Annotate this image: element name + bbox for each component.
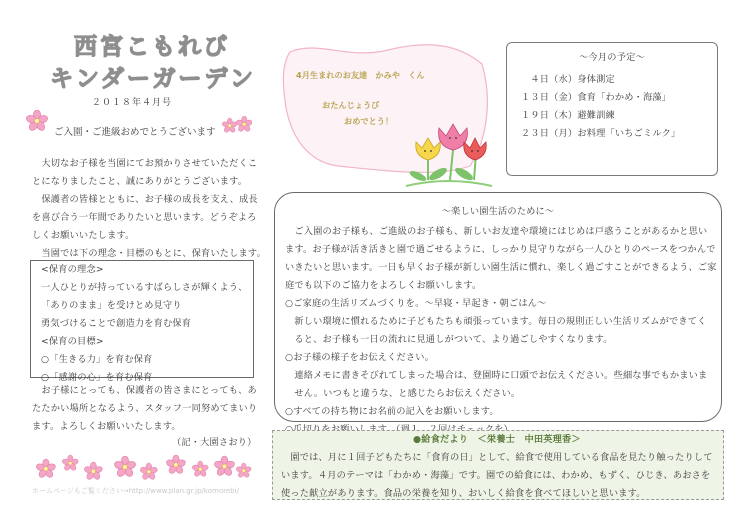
goals-item: ○「感謝の心」を育む保育 bbox=[41, 372, 153, 383]
philosophy-item: 勇気づけることで創造力を育む保育 bbox=[41, 318, 192, 329]
tips-line: ○お子様の様子をお伝えください。 bbox=[285, 352, 435, 363]
greeting-body bbox=[32, 155, 266, 263]
greeting-line: 保護者の皆様とともに、お子様の成長を支え、成長 bbox=[32, 194, 258, 205]
greeting-line: を喜び合う一年間でありたいと思います。どうぞよろ bbox=[32, 212, 257, 223]
schedule-box bbox=[506, 42, 718, 176]
tips-body bbox=[285, 223, 721, 439]
schedule-item: ２３日（月）お料理「いちごミルク」 bbox=[521, 128, 681, 139]
goals-item: ○「生きる力」を育む保育 bbox=[41, 354, 153, 365]
title-line-1: 西宮こもれび bbox=[74, 34, 230, 60]
birthday-line-2: おたんじょうび bbox=[322, 100, 380, 110]
schedule-heading: ～今月の予定～ bbox=[579, 52, 645, 63]
food-line: 園では、月に１回子どもたちに「食育の日」として、給食で使用している食品を見たり触ったりして bbox=[281, 452, 713, 463]
signature: （記・大園さおり） bbox=[172, 437, 257, 448]
food-body bbox=[281, 449, 723, 503]
schedule-item: １９日（木）避難訓練 bbox=[521, 110, 615, 121]
philosophy-box bbox=[30, 260, 254, 383]
sakura-row-icon bbox=[36, 453, 256, 483]
schedule-list bbox=[521, 71, 717, 143]
schedule-item: ４日（水）身体測定 bbox=[521, 74, 615, 85]
birthday-line-3: おめでとう！ bbox=[344, 116, 394, 126]
tips-heading: ～楽しい園生活のために～ bbox=[441, 206, 555, 217]
closing-line: ます。よろしくお願いいたします。 bbox=[32, 421, 181, 432]
tips-line: ると、お子様も一日の流れに見通しがついて、より過ごしやすくなります。 bbox=[285, 334, 613, 345]
tips-line: 連絡メモに書きそびれてしまった場合は、登園時に口頭でお伝えください。些細な事でもかまいま bbox=[285, 370, 708, 381]
schedule-item: １３日（金）食育「わかめ・海藻」 bbox=[521, 92, 672, 103]
homepage-note: ホームページもご覧ください→http://www.plan.gr.jp/komorebi/ bbox=[32, 487, 239, 495]
goals-heading: <保育の目標> bbox=[41, 336, 104, 347]
tips-line: 新しい環境に慣れるために子どもたちも頑張っています。毎日の規則正しい生活リズムができてく bbox=[285, 316, 707, 327]
tips-line: ご入園のお子様も、ご進級のお子様も、新しいお友達や環境にはじめは戸惑うことがあるかと思い bbox=[285, 226, 708, 237]
title-line-2: キンダーガーデン bbox=[50, 66, 256, 92]
food-heading: ●給食だより ＜栄養士 中田英理香＞ bbox=[413, 434, 581, 445]
philosophy-item: 一人ひとりが持っているすばらしさが輝くよう、 bbox=[41, 282, 248, 293]
greeting-line: しくお願いいたします。 bbox=[32, 230, 135, 241]
tips-line: いきたいと思います。一日も早くお子様が新しい園生活に慣れ、楽しく過ごすことができるよう、ご家 bbox=[285, 262, 717, 273]
tips-line: ○ご家庭の生活リズムづくりを。～早寝・早起き・朝ごはん～ bbox=[285, 298, 547, 309]
greeting-line: 大切なお子様を当園にてお預かりさせていただくこ bbox=[32, 158, 258, 169]
tulip-card-illustration bbox=[278, 38, 500, 188]
closing-line: お子様にとっても、保護者の皆さまにとっても、あ bbox=[32, 385, 257, 396]
closing-text bbox=[32, 382, 257, 436]
philosophy-section bbox=[41, 261, 248, 387]
greeting-line: とになりましたこと、誠にありがとうございます。 bbox=[32, 176, 248, 187]
birthday-line-1: 4月生まれのお友達 かみや くん bbox=[296, 70, 425, 80]
tips-line: ○すべての持ち物にお名前の記入をお願いします。 bbox=[285, 406, 499, 417]
issue-date: ２０１８年４月号 bbox=[92, 98, 173, 108]
tips-line: せん。いつもと違うな、と感じたらお伝えください。 bbox=[285, 388, 521, 399]
tips-line: 庭でも以下のご協力をよろしくお願いします。 bbox=[285, 280, 482, 291]
food-line: います。４月のテーマは「わかめ・海藻」です。園での給食には、わかめ、もずく、ひじき、あおさを bbox=[281, 470, 711, 481]
greeting-heading: ご入園・ご進級おめでとうございます bbox=[54, 127, 216, 138]
closing-line: たたかい場所となるよう、スタッフ一同努めてまいり bbox=[32, 403, 258, 414]
sakura-icon bbox=[26, 110, 48, 132]
food-box bbox=[272, 430, 724, 500]
philosophy-heading: <保育の理念> bbox=[41, 264, 104, 275]
greeting-line: 当園では下の理念・目標のもとに、保育いたします。 bbox=[32, 248, 266, 259]
sakura-cluster-icon bbox=[222, 116, 252, 136]
tips-line: ます。お子様が活き活きと園で過ごせるように、しっかり見守りながら一人ひとりのペースをつかんで bbox=[285, 244, 716, 255]
tips-box bbox=[274, 192, 722, 422]
food-line: 使った献立があります。食品の栄養を知り、おいしく給食を食べてほしいと思います。 bbox=[281, 488, 646, 499]
philosophy-item: 「ありのまま」を受けとめ見守り bbox=[41, 300, 182, 311]
